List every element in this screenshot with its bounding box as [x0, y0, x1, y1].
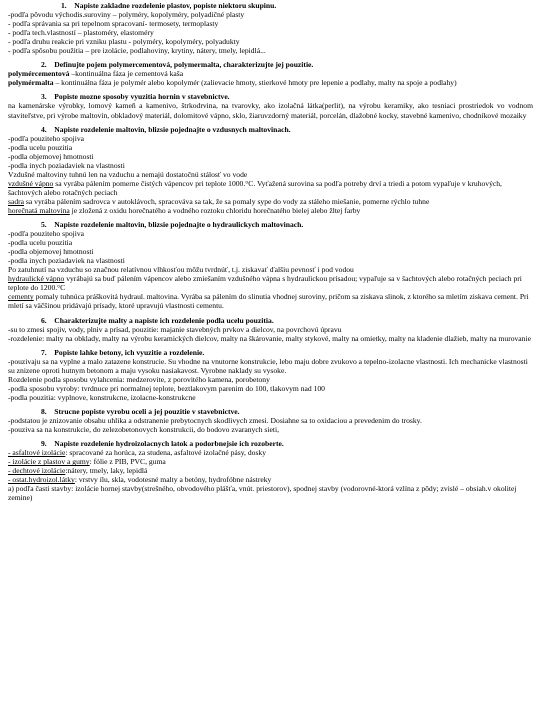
term: - dechtové izolácie: [8, 466, 66, 476]
definition: –kontinuálna fáza je cementová kaša: [69, 69, 184, 79]
text-line: - podľa spôsobu použitia – pre izolácie, podlahoviny, krytiny, nátery, tmely, lepidlá...: [8, 46, 266, 56]
paragraph: -rozdelenie: malty na obklady, malty na výrobu keramických dielcov, malty na škárovanie, malty stykové, malty na omietky, malty na kladenie dlažieb, malty na murovanie: [8, 333, 531, 343]
text-line: -podla objemovej hmotnosti: [8, 151, 94, 161]
question-heading: 4. Napiste rozdelenie maltovin, blizsie pojednajte o vzdusnych maltovinach.: [41, 124, 291, 134]
definition: :nátery, tmely, laky, lepidlá: [65, 466, 148, 476]
paragraph: [8, 206, 533, 215]
list-item: [8, 466, 533, 475]
section-5: [8, 220, 533, 310]
term: horečnatá maltovina: [8, 205, 70, 215]
term: polymércementová: [8, 69, 70, 79]
text-line: - podľa správania sa pri tepelnom spracovaní- termosety, termoplasty: [8, 19, 219, 29]
paragraph: -podla pouzitia: vyplnove, konstrukcne, izolacne-konstrukcne: [8, 392, 196, 402]
paragraph: -podstatou je znizovanie obsahu uhlika a odstranenie prebytocnych skodlivych zmesi. Dosiahne sa to oxidaciou a prevedenim do trosky.: [8, 415, 422, 425]
term: sadra: [8, 196, 25, 206]
definition: : spracované za horúca, za studena, asfaltové izolačné pásy, dosky: [65, 448, 266, 458]
text-line: -podľa pôvodu východis.suroviny – polyméry, kopolyméry, polyadičné plasty: [8, 10, 245, 20]
text-line: -podľa pouziteho spojiva: [8, 133, 85, 143]
question-heading: 6. Charakterizujte malty a napiste ich rozdelenie podla ucelu pouzitia.: [41, 315, 274, 325]
paragraph: [8, 179, 533, 197]
definition: sa vyrába pálením pomerne čistých vápencov pri teplote 1000.°C. Vyťažená surovina sa podľa potreby drví a triedi a potom vypaľuje v kruhových, šachtových alebo rotačných peciach: [8, 178, 502, 197]
definition: sa vyrába pálením sadrovca v autoklávoch, spracováva sa tak, že sa pomaly sype do vody za stáleho miešanie, pomerne rýchlo tuhne: [24, 196, 430, 206]
section-2: [8, 60, 533, 87]
list-item: [8, 448, 533, 457]
question-heading: 7. Popiste lahke betony, ich vyuzitie a rozdelenie.: [41, 347, 205, 357]
term: cementy: [8, 292, 34, 302]
paragraph: Po zatuhnutí na vzduchu so značnou relatívnou vlhkosťou môžu tvrdnúť, t.j. ziskavať ďalšiu pevnosť i pod vodou: [8, 265, 354, 275]
term: - izolácie z plastov a gumy: [8, 457, 90, 467]
definition: vyrábajú sa buď pálením vápencov alebo zmiešaním vzdušného vápna s hydraulickou prísadou; vypaľuje sa v šachtových alebo rotačných peciach pri teplote do 1200.°C: [8, 274, 522, 293]
text-line: -podla ucelu pouzitia: [8, 238, 73, 248]
section-3: [8, 92, 533, 119]
text-line: -podľa pouziteho spojiva: [8, 229, 85, 239]
definition: – kontinuálna fáza je polymér alebo kopolymér (zalievacie hmoty, stierkové hmoty pre lepenie a podlahy, malty na spoje a podlahy): [53, 78, 457, 88]
term: - asfaltové izolácie: [8, 448, 66, 458]
definition: : vrstvy ílu, skla, vodotesné malty a betóny, hydrofóbne nástreky: [74, 475, 272, 485]
term: hydraulické vápno: [8, 274, 65, 284]
paragraph: -su to zmesi spojiv, vody, plniv a prísad, pouzitie: majanie stavebných prvkov a dielcov, na povrchovú úpravu: [8, 324, 342, 334]
term: polymérmalta: [8, 78, 54, 88]
text-line: -podla ucelu pouzitia: [8, 142, 73, 152]
definition: pomaly tuhnúca práškovitá hydraul. maltovina. Vyrába sa pálením do slinutia vhodnej suroviny, pričom sa ziskava slinok, z ktorého sa mletím ziskava cement. Pri mletí sa väčšinou pridávajú prísady, ktoré upravujú vlastnosti cementu.: [8, 292, 529, 311]
paragraph: -pouzivaju sa na vyplne a malo zatazene konstrucie. Su vhodne na vnutorne konstrukcie, lebo maju dobre zvukovo a tepelno-izolacne vlastnosti. Ich mechanicke vlastnosti su znizene oproti hutnym betonom a maju vysoku nasiakavost. Vyrobne naklady su vysoke.: [8, 356, 528, 375]
section-1: [8, 1, 533, 55]
list-item: [8, 457, 533, 466]
section-7: [8, 348, 533, 402]
question-heading: 1. Napiste zakladne rozdelenie plastov, popiste niektoru skupinu.: [61, 1, 277, 10]
term: - ostat.hydroizol.látky: [8, 475, 75, 485]
definition: je zložená z oxidu horečnatého a vodného roztoku chloridu horečnatého bielej alebo žltej farby: [69, 205, 361, 215]
paragraph: [8, 69, 533, 78]
paragraph: Rozdelenie podla sposobu vylahcenia: medzerovite, z porovitého kamena, porobetony: [8, 374, 270, 384]
paragraph: -podla sposobu vyroby: tvrdnuce pri normalnej teplote, beztlakovym parenim do 100, tlakovym nad 100: [8, 383, 325, 393]
paragraph: [8, 197, 533, 206]
paragraph: [8, 292, 533, 310]
text-line: -podla inych poziadaviek na vlastnosti: [8, 160, 125, 170]
question-heading: 9. Napiste rozdelenie hydroizolacnych latok a podorbnejsie ich rozoberte.: [41, 439, 284, 449]
text-line: - podľa tech.vlastností – plastoméry, elastoméry: [8, 28, 154, 38]
list-item: [8, 475, 533, 484]
text-line: -podla objemovej hmotnosti: [8, 247, 94, 257]
question-heading: 5. Napiste rozdelenie maltovin, blizsie pojednajte o hydraulickych maltovinach.: [41, 220, 304, 230]
question-heading: 8. Strucne popiste vyrobu oceli a jej pouzitie v stavebnictve.: [41, 406, 240, 416]
paragraph: Vzdušné maltoviny tuhnú len na vzduchu a nemajú dostatočnú stálosť vo vode: [8, 169, 248, 179]
section-8: [8, 407, 533, 434]
definition: : fólie z PIB, PVC, guma: [89, 457, 166, 467]
question-heading: 2. Definujte pojem polymercementová, polymermalta, charakterizujte jej pouzitie.: [41, 60, 314, 70]
text-line: - podľa druhu reakcie pri vzniku plastu - polyméry, kopolyméry, polyadukty: [8, 37, 240, 47]
paragraph: [8, 274, 533, 292]
text-line: -podla inych poziadaviek na vlastnosti: [8, 256, 125, 266]
question-heading: 3. Popiste mozne sposoby vyuzitia hornin v stavebnictve.: [41, 92, 230, 102]
section-6: [8, 316, 533, 343]
paragraph: na kamenárske výrobky, lomový kameň a kamenivo, štrkodrvina, na tvarovky, ako izolačná látka(perlit), na výrobu keramiky, ako tesniaci prostriedok vo vodnom staviteľstve, pri výrobe maltovín, obkladový materiál, dolomitové vápno, sklo, žiaruvzdorný materiál, porcelán, dlažobné kocky, stavebné kamenivo, chodníkové mozaiky: [8, 101, 533, 120]
term: vzdušné vápno: [8, 178, 54, 188]
section-4: [8, 125, 533, 215]
paragraph: -pouziva sa na konstrukcie, do zelezobetonovych konstrukcii, do bodovo zvaranych sieti,: [8, 425, 279, 435]
paragraph: a) podľa časti stavby: izolácie hornej stavby(strešného, obvodového plášťa, vnút. priestorov), spodnej stavby (vodorovné-ktorá vzlína z pôdy; zvislé – obsiah.v okolitej zemine): [8, 484, 517, 503]
paragraph: [8, 78, 533, 87]
section-9: [8, 439, 533, 502]
